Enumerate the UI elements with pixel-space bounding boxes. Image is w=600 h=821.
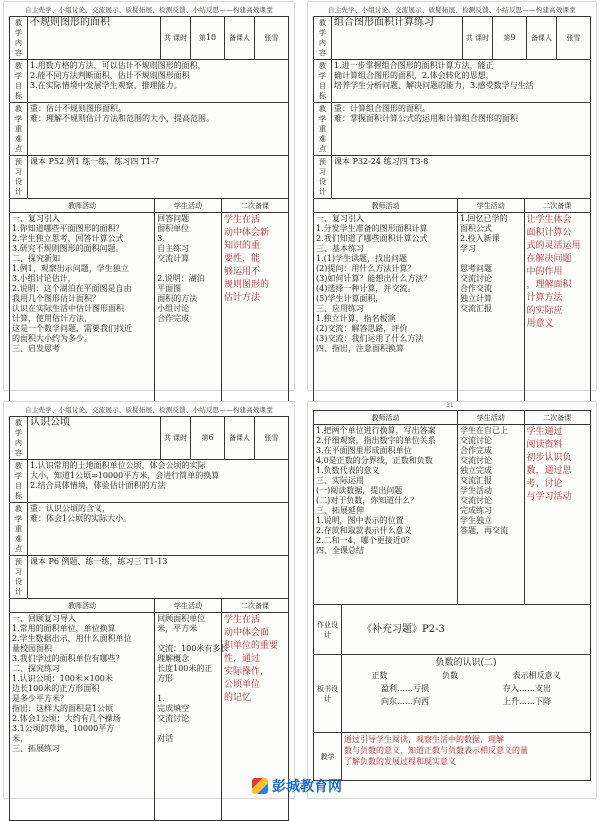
teacher-line: 这是一个数学问题，需要我们找近	[12, 324, 132, 333]
teacher-activity-cell	[314, 213, 458, 413]
teacher-line: 四、指出，注意面积换算	[316, 344, 404, 353]
teacher-line: 的面积大小约为多少。	[12, 334, 92, 343]
student-line: 交流讨论	[460, 274, 493, 283]
student-line: 1.回忆已学的	[460, 214, 508, 223]
nth-label: 第	[201, 434, 209, 442]
student-line: 3.	[157, 234, 165, 243]
lesson-number-value: 6	[208, 433, 214, 442]
teacher-line: 一、回顾复习导入	[12, 614, 76, 623]
author-name: 张雪	[255, 17, 289, 60]
annotation-line: 学生在活	[224, 615, 261, 625]
annotation-line: 知识的重	[224, 241, 261, 251]
nth-label: 第	[503, 34, 511, 42]
student-line: 完成填空	[157, 704, 190, 713]
student-line: 交流讨论	[460, 436, 493, 445]
teacher-line: 三、应用练习	[316, 304, 364, 313]
board-column-header: 正数	[371, 671, 388, 680]
site-watermark	[252, 776, 342, 796]
student-line: 自主练习	[157, 244, 190, 253]
nth-label: 第	[198, 34, 206, 42]
page-header: 自主先学、小组讨论、交流展示、质疑拓展、检测反馈、小结反思——构建高效课堂	[328, 6, 576, 14]
teacher-line: 四、全课总结	[316, 546, 364, 555]
student-line: 交流讨论	[460, 496, 493, 505]
annotation-line: 积单位的重要	[224, 641, 279, 651]
objective-line: 2.结合具体情境，体验估计面积的方法	[30, 481, 166, 490]
objective-label: 教学目标	[10, 460, 28, 503]
second-prep-header: 二次备课	[222, 199, 289, 213]
annotation-line: 与学习活动	[526, 492, 572, 502]
objective-line: 1.认识常用的土地面积单位公顷，体会公顷的实际	[30, 461, 206, 470]
annotation-line: 计算方法	[526, 293, 563, 303]
objective-line: 3.在实际情境中发展学生观察、推理能力。	[30, 81, 182, 90]
student-line: 面积的方法	[157, 294, 198, 303]
preview-label: 预习设计	[10, 156, 28, 199]
page-header: 自主先学、小组讨论、交流展示、质疑拓展、检测反馈、小结反思——构建高效课堂	[25, 406, 273, 414]
annotation-line: 学生通过	[526, 427, 563, 437]
teacher-line: (一)阅读数据，提出问题	[316, 486, 403, 495]
teaching-reflection	[342, 733, 591, 781]
student-line: 合作交流	[460, 284, 493, 293]
keypoints-label: 教学重难点	[314, 103, 332, 156]
teacher-line: 三、拓展延伸	[316, 506, 364, 515]
student-line: 回顾面积单位	[157, 614, 206, 623]
objective-line: 1.进一步掌握组合图形的面积计算方法，能正	[334, 61, 494, 70]
board-column-header: 负数	[441, 671, 458, 680]
preparer-label: 备课人	[527, 17, 557, 60]
teacher-line: 量校园面积	[12, 644, 52, 653]
student-line: 交流讨论	[460, 456, 493, 465]
annotation-line: 学生在活	[224, 215, 261, 225]
teacher-line: 计算，使用估计方法，	[12, 314, 92, 323]
student-line	[157, 684, 219, 694]
activity-table	[9, 198, 289, 413]
annotation-line: 的实际应	[526, 306, 563, 316]
teacher-line: (3)交流：我们运用了什么方法	[316, 334, 424, 343]
objective-label: 教学目标	[314, 60, 332, 103]
teacher-activity-header: 教师活动	[314, 411, 458, 425]
activity-table	[9, 598, 289, 821]
student-line: 面积公式	[460, 224, 493, 233]
lesson-number-value: 9	[510, 33, 516, 42]
teacher-activity-header: 教师活动	[10, 199, 155, 213]
content-label: 教学内容	[314, 17, 332, 60]
teacher-line: 3.小组讨论估计，	[12, 274, 76, 283]
teacher-line: 1.(1)学生读题，找出问题	[316, 254, 407, 263]
hours-label: 课时	[475, 34, 490, 42]
board-pair: 存入……支出	[503, 684, 551, 693]
total-label: 共	[465, 34, 473, 42]
watermark-text: 彭城教育网	[272, 779, 342, 795]
student-line: 长度100米的正	[157, 664, 213, 673]
activity-table	[313, 410, 591, 605]
teacher-line: (4)选择一种计算，并交流。	[316, 284, 416, 293]
second-prep-header: 二次备课	[524, 411, 590, 425]
student-line	[157, 264, 219, 274]
teacher-line: 2.学生数据出示，用什么面积单位	[12, 634, 132, 643]
student-line: 对话	[157, 734, 174, 743]
teacher-line: 是多少平方米？	[12, 694, 68, 703]
student-line: 答题，再交流	[460, 526, 509, 535]
student-line: 小组讨论	[157, 304, 190, 313]
teacher-line: 3.我们学过的面积单位有哪些？	[12, 654, 124, 663]
teacher-line: 1.负数代表的意义	[316, 466, 380, 475]
student-line	[157, 724, 219, 734]
keypoints-label: 教学重难点	[10, 503, 28, 556]
lesson-plan-page-2	[308, 2, 596, 390]
annotation-line: ，理解面积	[526, 280, 572, 290]
annotation-line: 在解决问题	[526, 254, 572, 264]
second-prep-cell	[524, 213, 590, 413]
lesson-title: 组合图形面积计算练习	[332, 17, 463, 60]
student-line: 思考问题	[460, 264, 493, 273]
student-activity-header: 学生活动	[155, 599, 222, 613]
annotation-line: 让学生体会	[526, 215, 572, 225]
student-line: 交流汇报	[460, 476, 493, 485]
student-activity-cell	[458, 425, 524, 605]
student-line: 面积单位	[157, 224, 190, 233]
total-label: 共	[163, 434, 171, 442]
student-activity-header: 学生活动	[155, 199, 222, 213]
preparer-label: 备课人	[225, 17, 255, 60]
student-line: 合作完成	[157, 314, 190, 323]
teacher-activity-header: 教师活动	[10, 599, 155, 613]
student-line: 学生活动	[460, 486, 493, 495]
lesson-plan-page-3	[4, 402, 294, 798]
key-line: 难：体会1公顷的实际大小。	[30, 514, 132, 523]
teacher-line: 1.独立计算，指名板演	[316, 314, 396, 323]
teacher-line: 2.体会1公顷：大约有几个操场	[12, 714, 121, 723]
student-line	[460, 254, 521, 264]
preview-text: 课本 P6 例题、练一练，练习三 T1-13	[28, 556, 289, 599]
annotation-line: 阅读资料	[526, 440, 563, 450]
lesson-plan-page-4	[308, 402, 596, 798]
lesson-number	[493, 17, 527, 60]
annotation-line: 数，通过思	[526, 466, 572, 476]
board-pair: 向东……向西	[381, 697, 429, 706]
preview-text: 课本 P32-24 练习四 T3-8	[332, 156, 591, 199]
homework-text: 《补充习题》P2-3	[342, 605, 591, 655]
board-column-header: 表示相反意义	[512, 671, 561, 680]
annotation-line: 中的作用	[526, 267, 563, 277]
annotation-line: 公顷单位	[224, 680, 261, 690]
board-label: 板书设计	[314, 655, 342, 733]
teacher-line: 3.在平面图里形成面积单位	[316, 446, 412, 455]
activity-table	[313, 198, 591, 413]
page-number: 31	[446, 402, 454, 409]
student-activity-cell	[155, 213, 222, 413]
student-line: 交流汇报	[460, 304, 493, 313]
objective-line: 1.用数方格的方法，可以估计不规则图形的面积，	[30, 61, 206, 70]
annotation-line: 考、讨论	[526, 479, 563, 489]
annotation-line: 动中体会面	[224, 628, 270, 638]
key-line: 重：估计不规则图形面积。	[30, 104, 126, 113]
annotation-line: 用意义	[526, 319, 554, 329]
page-header: 自主先学、小组讨论、交流展示、质疑拓展、检测反馈、小结反思——构建高效课堂	[25, 6, 273, 14]
teacher-line: 认识在实际生活中估计图形面积	[12, 304, 124, 313]
student-line: 交流计算	[157, 254, 190, 263]
teacher-line: 2.学生独立思考，回答计算公式	[12, 234, 124, 243]
teacher-line: 3.1公顷的草地，10000平方	[12, 724, 115, 733]
lesson-number	[191, 17, 225, 60]
teacher-line: 指出：这样大的面积是1公顷	[12, 704, 114, 713]
content-label: 教学内容	[10, 417, 28, 460]
teacher-line: (二)对于负数，你知道什么？	[316, 496, 419, 505]
teacher-line: 1.认识公顷：100米×100米	[12, 674, 113, 683]
teacher-line: (2)交流：解答思路，评价	[316, 324, 408, 333]
teacher-line: 1.例1，观察出示问题，学生独立	[12, 264, 129, 273]
student-activity-header: 学生活动	[458, 411, 524, 425]
student-line: 1.	[157, 694, 165, 703]
preparer-label: 备课人	[225, 417, 255, 460]
teacher-activity-cell	[10, 213, 155, 413]
annotation-line: 初步认识负	[526, 453, 572, 463]
reflection-line: 数与负数的意义，知道正数与负数表示相反意义的量	[344, 746, 528, 755]
teacher-line: 1.分发学生准备的图形面积计算	[316, 224, 428, 233]
lesson-number-value: 10	[205, 33, 217, 42]
teacher-line: (3)如何计算？能想出什么方法？	[316, 274, 432, 283]
annotation-line: 要性，能	[224, 254, 261, 264]
teacher-line: 三、实际运用	[316, 476, 364, 485]
key-line: 难：掌握面积计算公式的运用和计算组合图形的面积	[334, 114, 518, 123]
lesson-info-table	[9, 416, 289, 599]
student-line	[157, 634, 219, 644]
hours-label: 课时	[173, 434, 188, 442]
student-line: 独立完成	[460, 466, 493, 475]
teacher-line: 3.研究不规则图形的面积问题。	[12, 244, 124, 253]
lesson-info-table	[9, 16, 289, 199]
lesson-plan-page-1	[4, 2, 294, 390]
board-pair: 盈利……亏损	[381, 684, 429, 693]
teacher-line: 4.0是正数的分界线，正数和负数	[316, 456, 433, 465]
author-name: 张雪	[557, 17, 591, 60]
student-line: 米，平方米	[157, 624, 198, 633]
homework-table	[313, 604, 591, 781]
annotation-line: 动中体会新	[224, 228, 270, 238]
lesson-number	[191, 417, 225, 460]
teacher-line: 一、复习引入	[12, 214, 60, 223]
teacher-line: 2.说明：这个湖泊在平面图是自由	[12, 284, 132, 293]
key-line: 重：计算组合图形的面积。	[334, 104, 430, 113]
teacher-line: 二、探究新知	[12, 254, 60, 263]
teacher-line: 1.把两个单位进行换算，写出答案	[316, 426, 436, 435]
teacher-line: (5)学生计算面积，	[316, 294, 384, 303]
student-line: 平面图	[157, 284, 182, 293]
lesson-title: 认识公顷	[28, 417, 161, 460]
student-line: 2.投入新课	[460, 234, 500, 243]
teacher-line: 三、基本练习	[316, 244, 364, 253]
student-line: 交流讨论	[157, 714, 190, 723]
teacher-line: 2.我们知道了哪些面积计算公式	[316, 234, 428, 243]
key-line: 重：认识公顷的含义，	[30, 504, 110, 513]
second-prep-cell	[222, 213, 289, 413]
student-activity-header: 学生活动	[458, 199, 524, 213]
teacher-line: 2.仔细观察，指出数字的单位关系	[316, 436, 436, 445]
content-label: 教学内容	[10, 17, 28, 60]
teacher-line: 1.说明，图中表示的位置	[316, 516, 404, 525]
teacher-line: 2.二和一4，哪个更接近0？	[316, 536, 414, 545]
student-line: 完成练习	[460, 506, 493, 515]
preview-label: 预习设计	[10, 556, 28, 599]
second-prep-cell	[524, 425, 590, 605]
student-line: 回答问题	[157, 214, 190, 223]
teacher-line: 1.你知道哪些平面图形的面积？	[12, 224, 124, 233]
board-title: 负数的认识(二)	[435, 658, 497, 668]
second-prep-header: 二次备课	[524, 199, 590, 213]
student-line: 交流：100米有多长	[157, 644, 229, 653]
objective-line: 大小，知道1公顷=10000平方米，会进行简单的换算	[30, 471, 220, 480]
objective-label: 教学目标	[10, 60, 28, 103]
annotation-line: 的记忆	[224, 693, 252, 703]
teacher-line: (2)提问：用什么方法计算？	[316, 264, 416, 273]
lesson-info-table	[313, 16, 591, 199]
student-line: 学生在自己上	[460, 426, 509, 435]
reflection-line: 通过引导学生阅读，观察生活中的数据，理解	[344, 735, 504, 744]
student-line: 学习	[460, 244, 477, 253]
objective-line: 培养学生分析问题、解决问题的能力，3.感受数学与生活	[334, 81, 534, 90]
preview-label: 预习设计	[314, 156, 332, 199]
annotation-line: 估计方法	[224, 293, 261, 303]
teacher-activity-cell	[10, 613, 155, 821]
objective-line: 2.能不同方法判断面积，估计不规则图形面积	[30, 71, 190, 80]
key-line: 难：理解不规则估计方法和范围的大小，提高范围。	[30, 114, 214, 123]
teacher-activity-header: 教师活动	[314, 199, 458, 213]
annotation-line: 式的灵活运用	[526, 241, 581, 251]
lesson-title: 不规则图形的面积	[28, 17, 161, 60]
preview-text: 课本 P52 例1 练一练，练习四 T1-7	[28, 156, 289, 199]
teacher-line: 2.存款和取款表示什么意义	[316, 526, 412, 535]
student-line: 理解概念	[157, 654, 190, 663]
student-line: 学生独立	[460, 516, 493, 525]
student-line: 2.说明：湖泊	[157, 274, 205, 283]
annotation-line: 规则图形的	[224, 280, 270, 290]
teacher-line: 一、复习引入	[316, 214, 364, 223]
annotation-line: 面积计算公	[526, 228, 572, 238]
teach-label: 教学	[314, 733, 342, 781]
book-logo-icon	[252, 778, 268, 794]
reflection-line: 了解负数的发展过程和现实意义	[344, 757, 456, 766]
keypoints-label: 教学重难点	[10, 103, 28, 156]
student-line: 独立计算	[460, 294, 493, 303]
annotation-line: 够运用不	[224, 267, 261, 277]
annotation-line: 实际操作，	[224, 667, 270, 677]
student-activity-cell	[155, 613, 229, 821]
teacher-line: 二、探究练习	[12, 664, 60, 673]
board-pair: 上升……下降	[503, 697, 551, 706]
author-name: 张雪	[255, 417, 289, 460]
teacher-line: 米，	[12, 734, 28, 743]
homework-label: 作业设计	[314, 605, 342, 655]
teacher-line: 1.常用的面积单位，单位换算	[12, 624, 116, 633]
hours-label: 课时	[173, 34, 188, 42]
teacher-line: 我用几个图形估计面积？	[12, 294, 100, 303]
teacher-line: 三、启发思考	[12, 344, 60, 353]
board-design	[342, 655, 591, 733]
objective-line: 确计算组合图形的面积，2.体会转化的思想，	[334, 71, 494, 80]
teacher-activity-cell	[314, 425, 458, 605]
total-label: 共	[163, 34, 171, 42]
student-activity-cell	[458, 213, 524, 413]
teacher-line: 三、拓展练习	[12, 744, 60, 753]
teacher-line: 边长100米的正方形面积	[12, 684, 100, 693]
student-line: 方形	[157, 674, 174, 683]
annotation-line: 性，通过	[224, 654, 261, 664]
student-line: 合作完成	[460, 446, 493, 455]
second-prep-header: 二次备课	[222, 599, 289, 613]
